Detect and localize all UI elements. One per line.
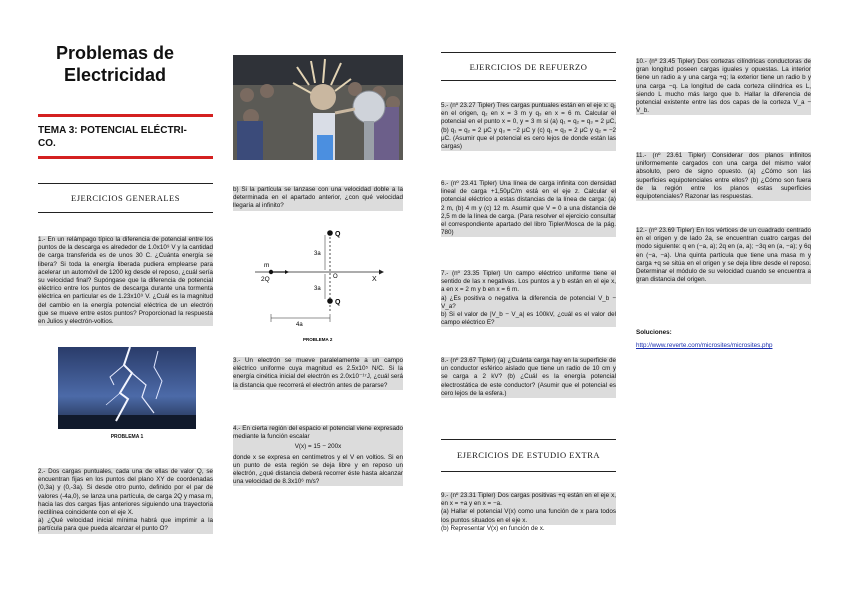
problem-4-text: [233, 425, 403, 486]
section-heading-refuerzo: EJERCICIOS DE REFUERZO: [469, 62, 588, 72]
label-q-bottom: Q: [335, 299, 341, 306]
label-dist-left: 4a: [296, 322, 303, 328]
caption-problem-1: PROBLEMA 1: [110, 434, 144, 440]
problem-4-equation: V(x) = 15 − 200x: [294, 443, 342, 451]
problem-4-statement: 4.- En cierta región del espacio el potencial viene expresado mediante la función escalar: [233, 425, 403, 441]
label-x-axis: X: [372, 276, 377, 283]
red-rule-top: [38, 114, 213, 117]
problem-7-part-a: a) ¿Es positiva o negativa la diferencia de potencial V_b − V_a?: [441, 294, 616, 310]
problem-7-statement: 7.- (nº 23.35 Tipler) Un campo eléctrico uniforme tiene el sentido de las x negativas. Los puntos a y b están en el eje x, a en x = 2 m y b en x = 6 m.: [441, 270, 616, 294]
charge-top-dot: [327, 230, 333, 236]
topic-line-2: CO.: [38, 138, 56, 149]
extra-rule-bottom: [441, 471, 616, 472]
charge-bottom-dot: [327, 298, 333, 304]
label-dist-top: 3a: [314, 251, 321, 257]
red-rule-bottom: [38, 156, 213, 159]
particle-dot: [269, 270, 273, 274]
particle-velocity-arrow: [285, 270, 289, 274]
problem-2-part-a: a) ¿Qué velocidad inicial mínima habrá que imprimir a la partícula para que pueda alcanzar el punto O?: [38, 517, 213, 533]
extra-rule-top: [441, 439, 616, 440]
problem-9-statement: 9.- (nº 23.31 Tipler) Dos cargas positivas +q están en el eje x, en x = +a y en x = −a.: [441, 492, 616, 508]
problem-9-part-a: (a) Hallar el potencial V(x) como una función de x para todos los puntos situados en el eje x.: [441, 508, 616, 524]
problem-2-statement: 2.- Dos cargas puntuales, cada una de ellas de valor Q, se encuentran fijas en los puntos del plano XY de coordenadas (0,3a) y (0,-3a). Si desde otro punto, definido por el par de valores (-4a,0), se lanza una partícula, de carga 2Q y masa m, hacia las dos cargas fijas anteriores siguiendo una trayectoria rectilínea coincidente con el eje X.: [38, 468, 213, 517]
van-de-graaff-photo: [233, 55, 403, 160]
section-heading-extra: EJERCICIOS DE ESTUDIO EXTRA: [456, 450, 601, 460]
title-line-1: Problemas de: [55, 43, 175, 63]
solutions-label: Soluciones:: [636, 329, 672, 336]
solutions-link[interactable]: http://www.reverte.com/microsites/microsites.php: [636, 342, 773, 349]
section-rule-top: [38, 183, 213, 184]
problem-2-text: [38, 468, 213, 534]
problem-2-part-b: b) Si la partícula se lanzase con una velocidad doble a la determinada en el apartado anterior, ¿con qué velocidad llegaría al infinito?: [233, 186, 403, 210]
problem-2-diagram: [255, 225, 385, 350]
refuerzo-rule-bottom: [441, 80, 616, 81]
problem-9-part-b: (b) Representar V(x) en función de x.: [441, 524, 545, 532]
section-rule-bottom: [38, 212, 213, 213]
problem-7-text: [441, 270, 616, 327]
topic-line-1: TEMA 3: POTENCIAL ELÉCTRI-: [38, 125, 187, 136]
problem-1-text: 1.- En un relámpago típico la diferencia de potencial entre los puntos de la descarga es alrededor de 1.0x10⁹ V y la cantidad de carga transferida es de unos 30 C. ¿Cuánta energía se libera? Si toda la energía liberada pudiera emplearse para acelerar un automóvil de 1200 kg desde el reposo, ¿cuál sería su velocidad final? Supóngase que la diferencia de potencial eléctrico entre los puntos de descarga durante una tormenta eléctrica en particular es de 1.23x10⁹ V. ¿Cuál es la magnitud del cambio en la energía potencial eléctrica de un electrón que se mueve entre estos puntos? Proporcionad la respuesta en Julios y electrón-voltios.: [38, 236, 213, 326]
lightning-photo: [58, 347, 196, 429]
document-title: [40, 42, 190, 86]
title-line-2: Electricidad: [63, 65, 167, 85]
problem-4-continuation: donde x se expresa en centímetros y el V en voltios. Si en un punto de esta región se deja libre y en reposo un electrón, ¿qué distancia deberá recorrer éste hasta alcanzar una velocidad de 8.3x10⁶ m/s?: [233, 453, 403, 486]
problem-10-text: 10.- (nº 23.45 Tipler) Dos cortezas cilíndricas conductoras de gran longitud poseen cargas iguales y opuestas. La interior tiene un radio a y una carga +q; la exterior tiene un radio b y una carga −q. La longitud de cada corteza cilíndrica es L, siendo L mucho más largo que b. Hallar la diferencia de potencial existente entre las dos capas de la corteza V_a − V_b.: [636, 58, 811, 115]
problem-7-part-b: b) Si el valor de |V_b − V_a| es 100kV, ¿cuál es el valor del campo eléctrico E?: [441, 311, 616, 327]
section-heading-general: EJERCICIOS GENERALES: [71, 193, 180, 203]
label-dist-bottom: 3a: [314, 286, 321, 292]
problem-9-text: [441, 492, 616, 533]
problem-6-text: 6.- (nº 23.41 Tipler) Una línea de carga infinita con densidad lineal de carga +1,50μC/m está en el eje z. Calcular el potencial eléctrico a estas distancias de la línea de carga: (a) 2 m, (b) 4 m y (c) 12 m. Asumir que V = 0 a una distancia de 2,5 m de la línea de carga. (Para resolver el ejercicio consultar el correspondiente apartado del libro Tipler/Mosca de la pág. 780): [441, 180, 616, 237]
problem-12-text: 12.- (nº 23.69 Tipler) En los vértices de un cuadrado centrado en el origen y de lado 2a, se encuentran cuatro cargas del modo siguiente: q en (−a, a); 2q en (a, a); −3q en (a, −a); y 6q en (−a, −a). Una quinta partícula que tiene una masa m y carga +q se sitúa en el origen y se deja libre desde el reposo. Determinar el módulo de su velocidad cuando se encuentra a gran distancia del origen.: [636, 227, 811, 284]
problem-8-text: 8.- (nº 23.67 Tipler) (a) ¿Cuánta carga hay en la superficie de un conductor esférico aislado que tiene un radio de 10 cm y se carga a 2 kV? (b) ¿Cuál es la energía potencial electrostática de este conductor? (Asumir que el potencial es cero lejos de la esfera.): [441, 357, 616, 397]
problem-3-text: 3.- Un electrón se mueve paralelamente a un campo eléctrico uniforme cuya magnitud es 2.5x10⁵ N/C. Si la energía cinética inicial del electrón es 2.0x10⁻¹⁷J, ¿cuál será la distancia que recorrerá el electrón antes de pararse?: [233, 357, 403, 389]
label-charge: 2Q: [261, 276, 270, 283]
label-mass: m: [264, 262, 270, 269]
x-axis-arrow: [379, 270, 384, 275]
refuerzo-rule-top: [441, 52, 616, 53]
label-q-top: Q: [335, 231, 341, 238]
topic-heading: [38, 124, 213, 150]
label-origin: O: [333, 274, 338, 280]
problem-5-text: 5.- (nº 23.27 Tipler) Tres cargas puntuales están en el eje x: q₁ en el origen, q₂ en x = 3 m y q₃ en x = 6 m. Calcular el potencial en el punto x = 0, y = 3 m si (a) q₁ = q₂ = q₃ = 2 μC, (b) q₁ = q₂ = 2 μC y q₃ = −2 μC y (c) q₁ = q₃ = 2 μC y q₂ = −2 μC. (Asumir que el potencial es cero lejos de donde están las cargas): [441, 102, 616, 151]
caption-problem-2: PROBLEMA 2: [303, 337, 333, 342]
problem-11-text: 11.- (nº 23.61 Tipler) Considerar dos planos infinitos uniformemente cargados con una carga del mismo valor absoluto, pero de signo opuesto. (a) ¿Cómo son las superficies equipotenciales entre ellos? (b) ¿Cómo son fuera de la región entre los planos estas superficies equipotenciales? Razonar las respuestas.: [636, 152, 811, 201]
